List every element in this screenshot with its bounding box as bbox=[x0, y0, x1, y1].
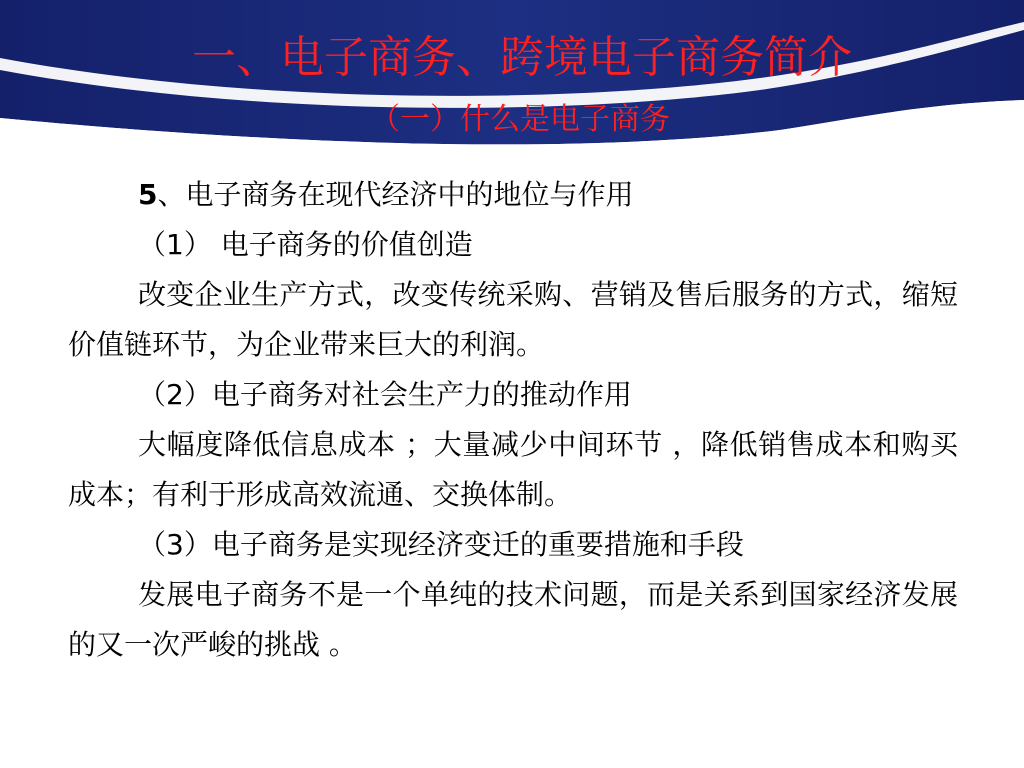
item-3-title: 电子商务是实现经济变迁的重要措施和手段 bbox=[211, 528, 744, 561]
item-2-title: 电子商务对社会生产力的推动作用 bbox=[211, 378, 632, 411]
item-1-heading bbox=[68, 220, 958, 270]
item-1-marker-close: ） bbox=[183, 228, 212, 261]
item-3-marker-close: ） bbox=[183, 528, 212, 561]
item-3-heading bbox=[68, 520, 958, 570]
slide-body bbox=[68, 170, 958, 670]
item-2-marker-close: ） bbox=[183, 378, 212, 411]
slide-title: 一、电子商务、跨境电子商务简介 bbox=[192, 32, 852, 83]
item-2-marker-open: （ bbox=[138, 378, 167, 411]
item-2-heading bbox=[68, 370, 958, 420]
slide-subtitle: （一）什么是电子商务 bbox=[370, 102, 670, 137]
section-heading-text: 、电子商务在现代经济中的地位与作用 bbox=[157, 178, 634, 211]
item-3-text: 发展电子商务不是一个单纯的技术问题，而是关系到国家经济发展的又一次严峻的挑战 。 bbox=[68, 578, 958, 661]
item-2-number: 2 bbox=[166, 378, 184, 411]
item-1-title: 电子商务的价值创造 bbox=[211, 228, 473, 261]
item-3-marker-open: （ bbox=[138, 528, 167, 561]
item-2-text: 大幅度降低信息成本 ；大量减少中间环节 ，降低销售成本和购买成本；有利于形成高效流通、交换体制。 bbox=[68, 428, 958, 511]
item-3-number: 3 bbox=[166, 528, 184, 561]
item-1-text: 改变企业生产方式，改变传统采购、营销及售后服务的方式，缩短价值链环节，为企业带来巨大的利润。 bbox=[68, 278, 958, 361]
section-number: 5 bbox=[138, 178, 158, 211]
item-1-marker-open: （ bbox=[138, 228, 167, 261]
item-1-number: 1 bbox=[166, 228, 184, 261]
section-heading bbox=[68, 170, 958, 220]
